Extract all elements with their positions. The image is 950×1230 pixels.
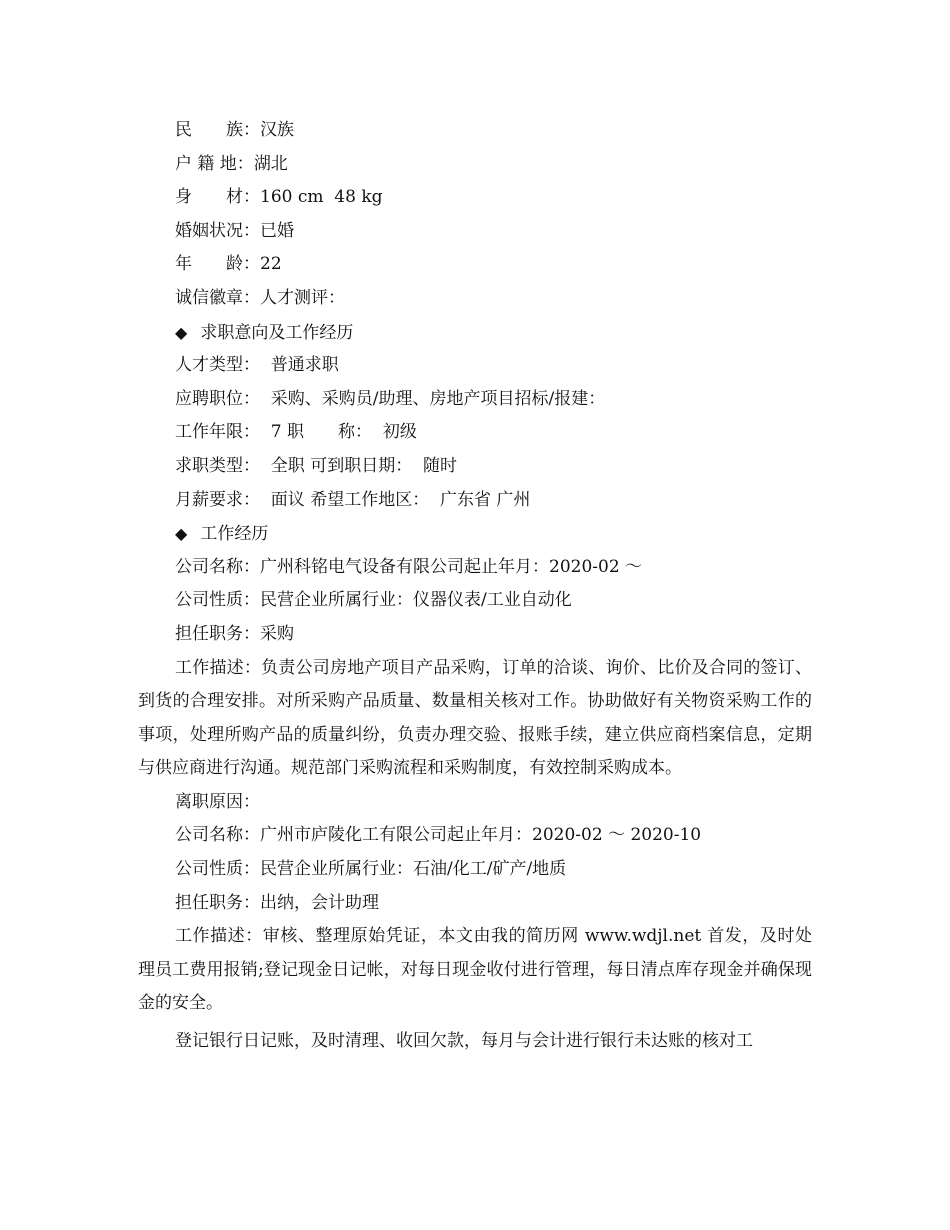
job1-leave-reason: 离职原因： bbox=[175, 791, 260, 812]
field-label: 民 族： bbox=[175, 120, 260, 140]
field-value: 汉族 bbox=[260, 120, 294, 140]
job2-company: 公司名称：广州市庐陵化工有限公司起止年月：2020-02 ～ 2020-10 bbox=[175, 825, 702, 846]
personal-row bbox=[138, 181, 812, 215]
field-label: 年 龄： bbox=[175, 254, 260, 275]
job2-nature: 公司性质：民营企业所属行业：石油/化工/矿产/地质 bbox=[175, 859, 567, 880]
section-heading-work bbox=[138, 517, 812, 551]
field-label: 诚信徽章： bbox=[175, 287, 260, 308]
intent-line: 应聘职位： 采购、采购员/助理、房地产项目招标/报建： bbox=[175, 388, 606, 409]
job1-description: 工作描述：负责公司房地产项目产品采购，订单的洽谈、询价、比价及合同的签订、到货的合理安排。对所采购产品质量、数量相关核对工作。协助做好有关物资采购工作的事项，处理所购产品的质量纠纷，负责办理交验、报账手续，建立供应商档案信息，定期与供应商进行沟通。规范部门采购流程和采购制度，有效控制采购成本。 bbox=[138, 657, 812, 779]
diamond-bullet-icon: ◆ bbox=[175, 524, 188, 544]
field-label: 身 材： bbox=[175, 187, 260, 208]
field-value: 人才测评： bbox=[260, 287, 345, 308]
personal-row bbox=[138, 148, 812, 182]
intent-line: 月薪要求： 面议 希望工作地区： 广东省 广州 bbox=[175, 489, 531, 510]
job1-company: 公司名称：广州科铭电气设备有限公司起止年月：2020-02 ～ bbox=[175, 556, 643, 577]
intent-line: 求职类型： 全职 可到职日期： 随时 bbox=[175, 455, 458, 476]
field-label: 户 籍 地： bbox=[175, 153, 254, 174]
resume-page bbox=[138, 114, 812, 1059]
field-value: 湖北 bbox=[253, 153, 288, 174]
field-value: 160 cm 48 kg bbox=[260, 187, 383, 208]
field-value: 已婚 bbox=[260, 220, 294, 241]
personal-row bbox=[138, 248, 812, 282]
intent-line: 人才类型： 普通求职 bbox=[175, 355, 339, 376]
job2-position: 担任职务：出纳，会计助理 bbox=[175, 892, 379, 913]
section-title: 求职意向及工作经历 bbox=[200, 322, 354, 343]
section-title: 工作经历 bbox=[200, 524, 269, 545]
job2-description-continued: 登记银行日记账，及时清理、收回欠款，每月与会计进行银行未达账的核对工 bbox=[175, 1031, 753, 1052]
job1-position: 担任职务：采购 bbox=[175, 623, 294, 644]
intent-line: 工作年限： 7 职 称： 初级 bbox=[175, 422, 417, 443]
field-label: 婚姻状况： bbox=[175, 220, 260, 241]
field-value: 22 bbox=[260, 254, 282, 275]
personal-row bbox=[138, 215, 812, 249]
personal-row bbox=[138, 282, 812, 316]
job2-description: 工作描述：审核、整理原始凭证，本文由我的简历网 www.wdjl.net 首发，及时处理员工费用报销;登记现金日记帐，对每日现金收付进行管理，每日清点库存现金并确保现金的安全。 bbox=[138, 926, 812, 1014]
personal-row bbox=[138, 114, 812, 148]
section-heading-intent bbox=[138, 316, 812, 350]
job1-nature: 公司性质：民营企业所属行业：仪器仪表/工业自动化 bbox=[175, 590, 572, 611]
diamond-bullet-icon: ◆ bbox=[175, 322, 188, 342]
